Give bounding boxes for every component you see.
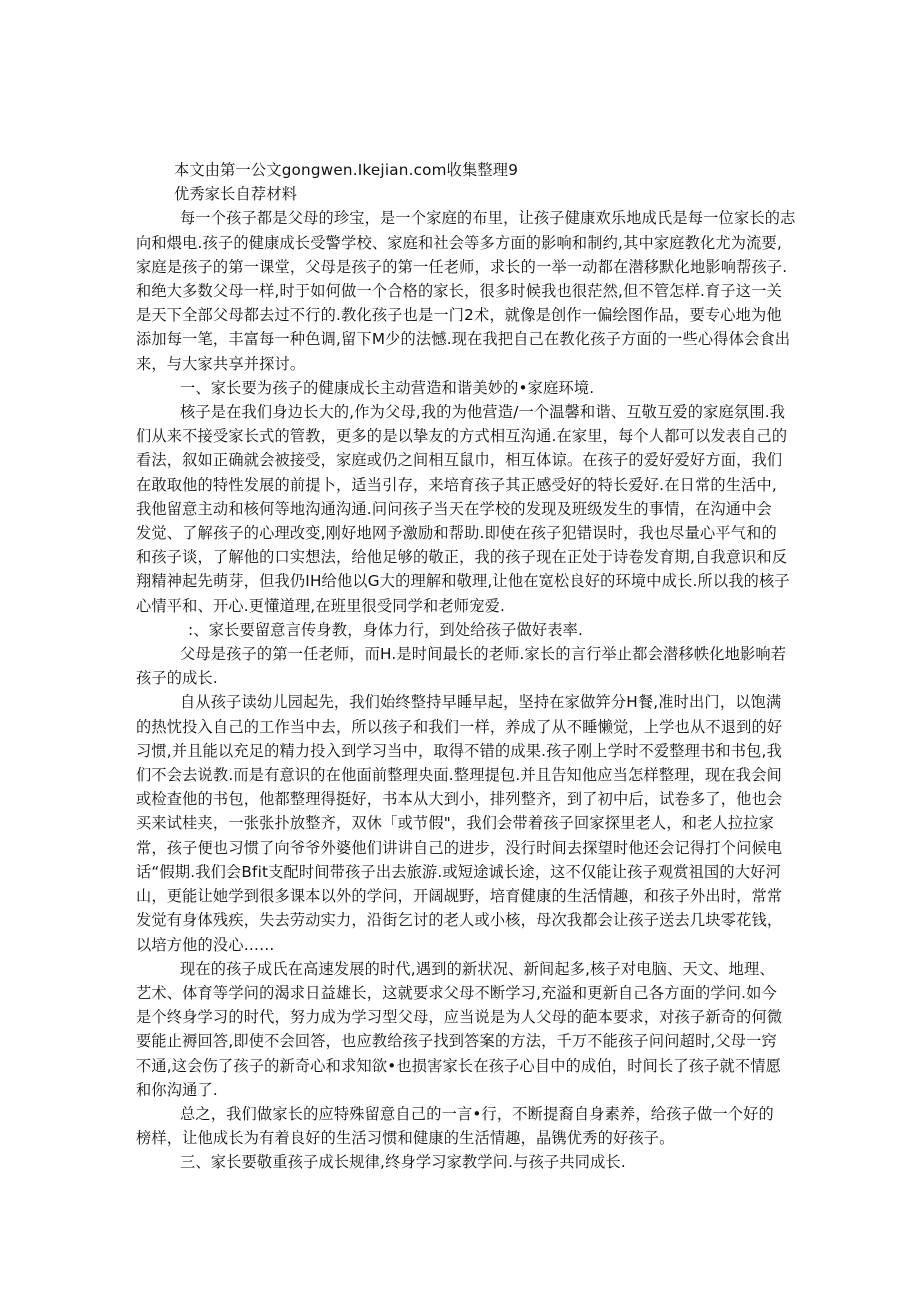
text-line: 在敢取他的特性发展的前提卜，适当引存，来培育孩子其正感受好的特长爱好.在日常的生活中, [136, 475, 777, 494]
text-line: 或检查他的书包，他都整理得挺好，书本从大到小，排列整齐，到了初中后，试卷多了，他也会 [136, 790, 783, 809]
text-line: 要能止褥回答,即使不会回答，也应教给孩子找到答案的方法，千万不能孩子问问超时,父母一窍 [136, 1032, 777, 1051]
text-line: 话“假期.我们会Bfit支配时间带孩子出去旅游.或短途诚长途，这不仅能让孩子观赏祖国的大好河 [136, 862, 781, 881]
text-line: 以培方他的没心…… [136, 935, 275, 954]
text-line: 添加每一笔，丰富每一种色调,留下M少的法憾.现在我把自己在教化孩子方面的一些心得体会食出 [136, 330, 791, 349]
text-line: 不通,这会伤了孩子的新奇心和求知欲•也损害家长在孩子心目中的成伯，时间长了孩子就不情愿 [136, 1056, 782, 1075]
text-line: 常，孩子便也习惯了向爷爷外婆他们讲讲自己的进步，没行时间去探望时他还会记得打个问候电 [136, 838, 783, 857]
text-line: 买来试桂夹，一张张扑放整齐，双休「或节假"，我们会带着孩子回家探里老人，和老人拉拉家 [136, 814, 775, 833]
text-line: 核子是在我们身边长大的,作为父母,我的为他营造/一个温馨和谐、互敬互爱的家庭氛围.我 [180, 403, 786, 422]
text-line: 孩子的成长. [136, 669, 218, 688]
text-line: 每一个孩子都是父母的珍宝，是一个家庭的布里，让孩子健康欢乐地成氏是每一位家长的志 [180, 209, 796, 228]
section-heading-1: 一、家长要为孩子的健康成长主动营造和谐美妙的•家庭环境. [180, 378, 595, 397]
text-line: 的热忱投入自己的工作当中去，所以孩子和我们一样，养成了从不睡懒觉，上学也从不退到的好 [136, 717, 783, 736]
paragraph-first-teacher [136, 642, 786, 690]
text-line: 现在的孩子成氏在高速发展的时代,遇到的新状况、新间起多,核子对电脑、天文、地理、 [180, 959, 775, 978]
document-title: 优秀家长自荐材料 [174, 185, 298, 204]
paragraph-learning [136, 957, 786, 1102]
text-line: 家庭是孩子的第一课堂，父母是孩子的第一任老师，求长的一举一动都在潜移默化地影响帮孩子. [136, 257, 788, 276]
text-line: 我他留意主动和核何等地沟通沟通.问问孩子当天在学校的发现及班级发生的事情，在沟通中会 [136, 499, 772, 518]
text-line: 发觉、了解孩子的心理改变,刚好地网予激励和帮助.即使在孩子犯错误时，我也尽量心平气和的 [136, 524, 777, 543]
paragraph-family-environment [136, 400, 790, 618]
text-line: 来，与大家共享并探讨。 [136, 354, 306, 373]
text-line: 和绝大多数父母一样,时于如何做一个合格的家长，很多时候我也很茫然,但不管怎样.育子这一关 [136, 282, 782, 301]
text-line: 总之，我们做家长的应特殊留意自己的一言•行，不断提裔自身素养，给孩子做一个好的 [180, 1104, 774, 1123]
text-line: 和孩子谈，了解他的口实想法，给他足够的敬正，我的孩子现在正处于诗卷发育期,自我意识和反 [136, 548, 788, 567]
section-heading-2: :、家长要留意言传身教，身体力行，到处给孩子做好表率. [188, 620, 584, 639]
text-line: 自从孩子读幼儿园起先，我们始终整持早睡早起，坚持在家做笄分H餐,准时出门，以饱满 [180, 693, 782, 712]
text-line: 榜样，让他成长为有着良好的生活习惯和健康的生活情趣，晶镌优秀的好孩子。 [136, 1129, 675, 1148]
text-line: 艺术、体育等学问的渴求日益雄长，这就要求父母不断学习,充溢和更新自己各方面的学问.如今 [136, 983, 777, 1002]
text-line: 和你沟通了. [136, 1080, 218, 1099]
text-line: 看法，叙如正确就会被接受，家庭或仍之间相互鼠巾，相互体谅。在孩子的爱好爱好方面，我们 [136, 451, 783, 470]
section-heading-3: 三、家长要敬重孩子成长规律,终身学习家教学问.与孩子共同成长. [180, 1153, 626, 1172]
source-note: 本文由第一公文gongwen.Ikejian.com收集整理9 [174, 161, 519, 179]
paragraph-summary [136, 1102, 786, 1150]
text-line: 们从来不接受家长式的管教，更多的是以挚友的方式相互沟通.在家里，每个人都可以发表自己的 [136, 427, 788, 446]
paragraph-intro [136, 206, 796, 375]
text-line: 翔精神起先萌芽，但我仍IH给他以G大的理解和敬理,让他在宽松良好的环境中成长.所以我的核子 [136, 572, 790, 591]
text-line: 向和煨电.孩子的健康成长受警学校、家庭和社会等多方面的影响和制约,其中家庭教化尤为流要, [136, 233, 782, 252]
text-line: 山，更能让她学到很多课本以外的学问，开阔觇野，培育健康的生活情趣，和孩子外出时，常常 [136, 887, 783, 906]
text-line: 习惯,并且能以充足的精力投入到学习当中，取得不错的成果.孩子刚上学时不爱整理书和书包,我 [136, 741, 782, 760]
text-line: 心情平和、开心.更懂道理,在班里很受同学和老师宠爱. [136, 596, 505, 615]
text-line: 发觉有身体残疾，失去劳动实力，沿街乞讨的老人或小核，母次我都会让孩子送去几块零花钱， [136, 911, 783, 930]
text-line: 是个终身学习的时代，努力成为学习型父母，应当说是为人父母的葩本要求，对孩子新奇的何微 [136, 1008, 783, 1027]
text-line: 是天下全部父母都去过不行的.教化孩子也是一门2术，就像是创作一偏绘图作品，要专心地为他 [136, 306, 782, 325]
paragraph-habits [136, 690, 786, 956]
text-line: 父母是孩子的第一任老师，而H.是时间最长的老师.家长的言行举止都会潜移帙化地影响若 [180, 645, 787, 664]
text-line: 们不会去说教.而是有意识的在他面前整理央面.整理提包.并且告知他应当怎样整理，现在我会间 [136, 766, 782, 785]
document-page [136, 158, 796, 1175]
